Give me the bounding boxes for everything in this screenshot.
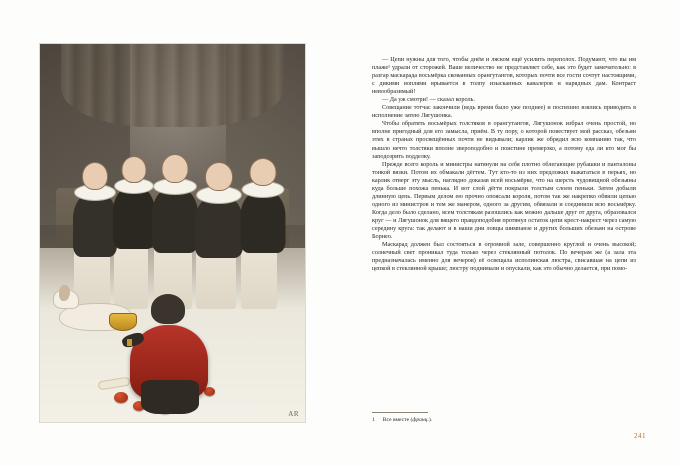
- hop-frog-head: [151, 294, 185, 324]
- seated-courtier: [151, 154, 199, 252]
- paragraph: Прежде всего король и министры натянули на себя плотно облегающие рубашки и панталоны тонкой вязки. Потом их обмакали дёгтем. Тут кто-то из них предложил выкататься в перьях, но карлик отверг эту мысль, наглядно доказав всей восьмёрке, что на шерсть чудовищной обезьяны куда больше похожа пенька. И вот слой дёгтя покрыли толстым слоем пеньки. Затем добыли длинную цепь. Первым делом ею прочно опоясали короля, потом так же накрепко обвили цепью одного из министров и тем же манером, одного за другим, обвязали и соединили всю восьмёрку. Когда дело было сделано, всем толстякам разошлись как можно дальше друг от друга, образовался круг — и Лягушонок для вящего правдоподобия протянул остаток цепи крест-накрест через самую середину круга: так делают и в наши дни ловцы шимпанзе и других больших обезьян на острове Борнео.: [372, 160, 636, 241]
- courtier-head: [82, 162, 108, 190]
- king-head: [205, 162, 233, 191]
- seated-king: [194, 160, 244, 256]
- courtier-head: [249, 158, 276, 186]
- paragraph: Совещание тотчас закончили (ведь время было уже позднее) и поспешно взялись приводить в исполнение затею Лягушонка.: [372, 104, 636, 120]
- drapery: [61, 44, 284, 127]
- page-number: 241: [634, 432, 646, 440]
- courtier-body: [152, 188, 198, 253]
- artist-signature: AR: [288, 410, 299, 418]
- courtier-body: [240, 191, 285, 253]
- courtier-head: [121, 156, 146, 183]
- footnote-text: [383, 417, 432, 424]
- seated-courtier: [112, 156, 156, 248]
- footnote-rule: [372, 412, 428, 413]
- courtier-body: [113, 187, 155, 249]
- courtier-body: [73, 193, 117, 257]
- footnote-text-after: ).: [428, 417, 433, 423]
- seated-courtier: [239, 158, 287, 252]
- king-body: [195, 196, 243, 258]
- footnote: [372, 412, 636, 424]
- footnote-text-before: Все вместе (: [382, 417, 413, 423]
- courtier-head: [162, 154, 189, 183]
- hop-frog-illustration: [40, 44, 305, 422]
- goblet-stem: [127, 339, 132, 346]
- right-page: [340, 0, 680, 466]
- body-text: [372, 56, 636, 273]
- paragraph: Чтобы обратить восьмёрых толстяков в орангутангов, Лягушонок избрал очень простой, но вполне пригодный для его замысла, приём. В ту пору, о которой повествует мой рассказ, обезьян этих в странах просвещённых почти не видывали; карлик же обрядил всю компанию так, что вышло нечто толстяки вполне звероподобно и поистине премерзко, а потому еда ли кто мог бы заподозрить подделку.: [372, 120, 636, 160]
- footnote-marker: 1: [372, 417, 375, 423]
- hop-frog-body: [141, 380, 199, 414]
- paragraph: — Цепи нужны для того, чтобы днём и ляском ещё усилить переполох. Подумают, что вы им плаже¹ удрали от сторожей. Ваше величество не представляет себе, как это будет замечательно: в разгар маскарада восьмёрка скованных орангутангов, которых почти все гости сочтут настоящими, с дикими воплями врывается в толпу изысканных кавалеров и нарядных дам. Контраст невообразимый!: [372, 56, 636, 96]
- dog-ear: [59, 285, 70, 301]
- footnote-line: [372, 417, 636, 424]
- footnote-text-italic: франц.: [412, 417, 429, 423]
- paragraph: Маскарад должен был состояться в огромной зале, совершенно круглой и очень высокой; солнечный свет проникал туда только через стеклянный потолок. По вечерам же (а зала эта предназначалась именно для вечеров) её освещала исполинская люстра, свисавшая на цепи из цепкой в стеклянной крыше; люстру поднимали и опускали, как это обычно делается, при помо-: [372, 241, 636, 273]
- paragraph: — Да уж смотри! — сказал король.: [382, 96, 475, 104]
